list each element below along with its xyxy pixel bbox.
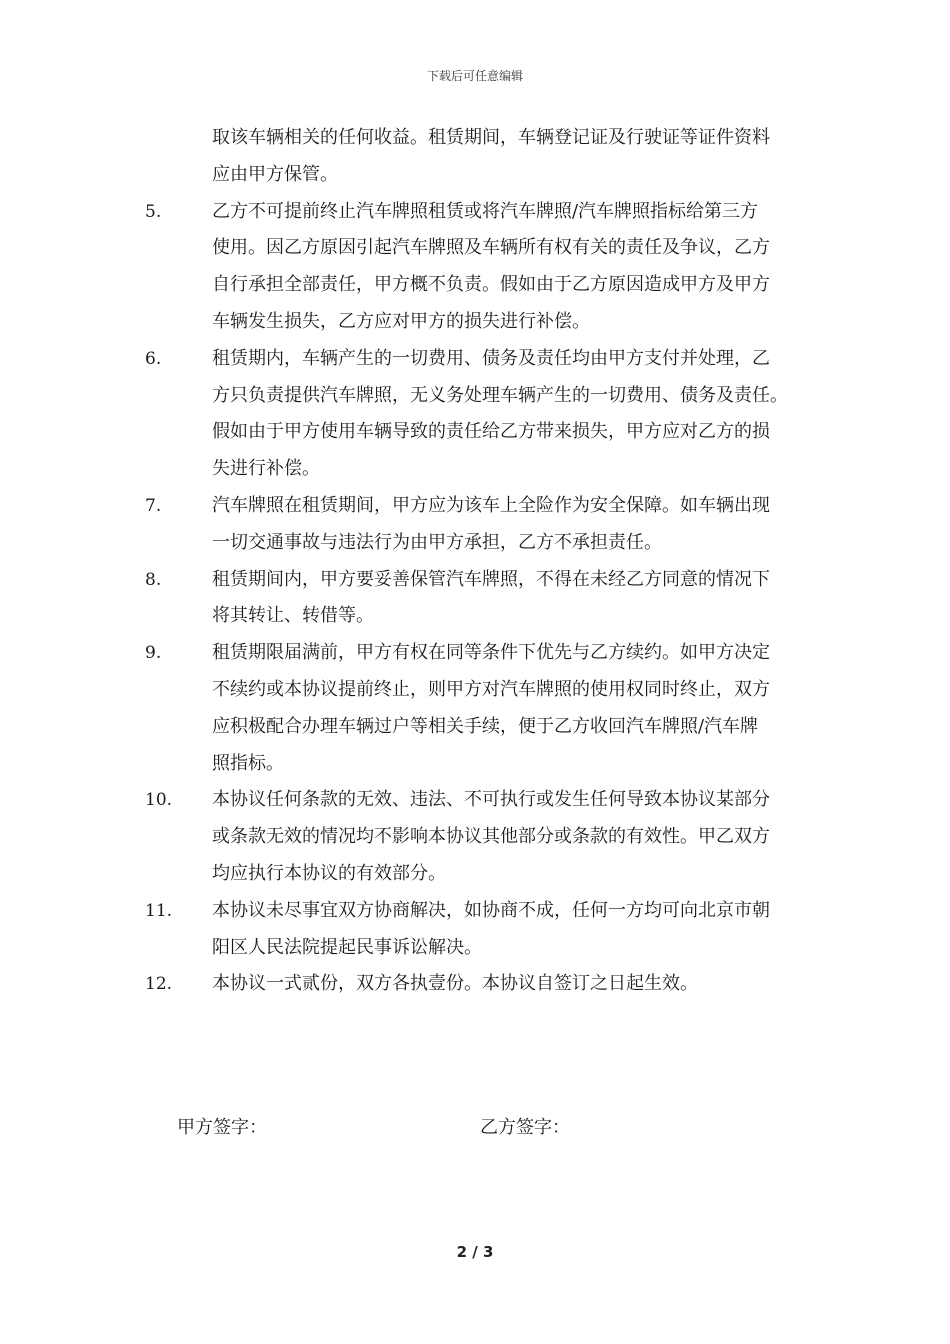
clause-number: 5. — [145, 201, 162, 222]
clause-line: 本协议未尽事宜双方协商解决，如协商不成，任何一方均可向北京市朝 — [212, 899, 770, 921]
clause-line: 不续约或本协议提前终止，则甲方对汽车牌照的使用权同时终止，双方 — [212, 679, 770, 700]
clause-line: 本协议任何条款的无效、违法、不可执行或发生任何导致本协议某部分 — [212, 789, 770, 811]
clause-line: 自行承担全部责任，甲方概不负责。假如由于乙方原因造成甲方及甲方 — [212, 274, 770, 296]
clause-line: 乙方不可提前终止汽车牌照租赁或将汽车牌照/汽车牌照指标给第三方 — [212, 200, 759, 222]
clause-line: 方只负责提供汽车牌照，无义务处理车辆产生的一切费用、债务及责任。 — [212, 384, 788, 406]
clause-line: 汽车牌照在租赁期间，甲方应为该车上全险作为安全保障。如车辆出现 — [212, 495, 770, 516]
party-b-signature-label: 乙方签字： — [480, 1117, 570, 1138]
clause-line: 假如由于甲方使用车辆导致的责任给乙方带来损失，甲方应对乙方的损 — [212, 421, 770, 443]
page-number: 2 / 3 — [456, 1243, 494, 1261]
intro-line: 取该车辆相关的任何收益。租赁期间，车辆登记证及行驶证等证件资料 — [212, 127, 770, 148]
intro-line: 应由甲方保管。 — [212, 163, 338, 185]
clause-number: 7. — [145, 496, 162, 516]
clause-number: 11. — [145, 900, 173, 921]
clause-line: 本协议一式贰份，双方各执壹份。本协议自签订之日起生效。 — [212, 973, 698, 995]
clause-number: 10. — [145, 790, 173, 811]
clause-line: 使用。因乙方原因引起汽车牌照及车辆所有权有关的责任及争议，乙方 — [212, 237, 770, 259]
clause-line: 阳区人民法院提起民事诉讼解决。 — [212, 936, 482, 958]
clause-line: 租赁期内，车辆产生的一切费用、债务及责任均由甲方支付并处理，乙 — [212, 347, 770, 369]
clause-line: 将其转让、转借等。 — [212, 605, 374, 627]
clause-line: 失进行补偿。 — [212, 458, 320, 480]
clause-number: 12. — [145, 974, 173, 995]
party-a-signature-label: 甲方签字： — [177, 1117, 267, 1138]
clause-number: 6. — [145, 348, 162, 369]
clause-number: 9. — [145, 643, 162, 664]
clause-line: 照指标。 — [212, 752, 284, 774]
clause-number: 8. — [145, 569, 162, 590]
clause-line: 车辆发生损失，乙方应对甲方的损失进行补偿。 — [212, 311, 590, 332]
clause-line: 均应执行本协议的有效部分。 — [212, 863, 446, 884]
clause-line: 一切交通事故与违法行为由甲方承担，乙方不承担责任。 — [212, 531, 662, 553]
clause-line: 应积极配合办理车辆过户等相关手续，便于乙方收回汽车牌照/汽车牌 — [212, 715, 759, 737]
clause-line: 或条款无效的情况均不影响本协议其他部分或条款的有效性。甲乙双方 — [212, 826, 770, 848]
header-note: 下载后可任意编辑 — [426, 69, 523, 83]
clause-line: 租赁期间内，甲方要妥善保管汽车牌照，不得在未经乙方同意的情况下 — [212, 568, 770, 590]
clause-line: 租赁期限届满前，甲方有权在同等条件下优先与乙方续约。如甲方决定 — [212, 642, 770, 664]
